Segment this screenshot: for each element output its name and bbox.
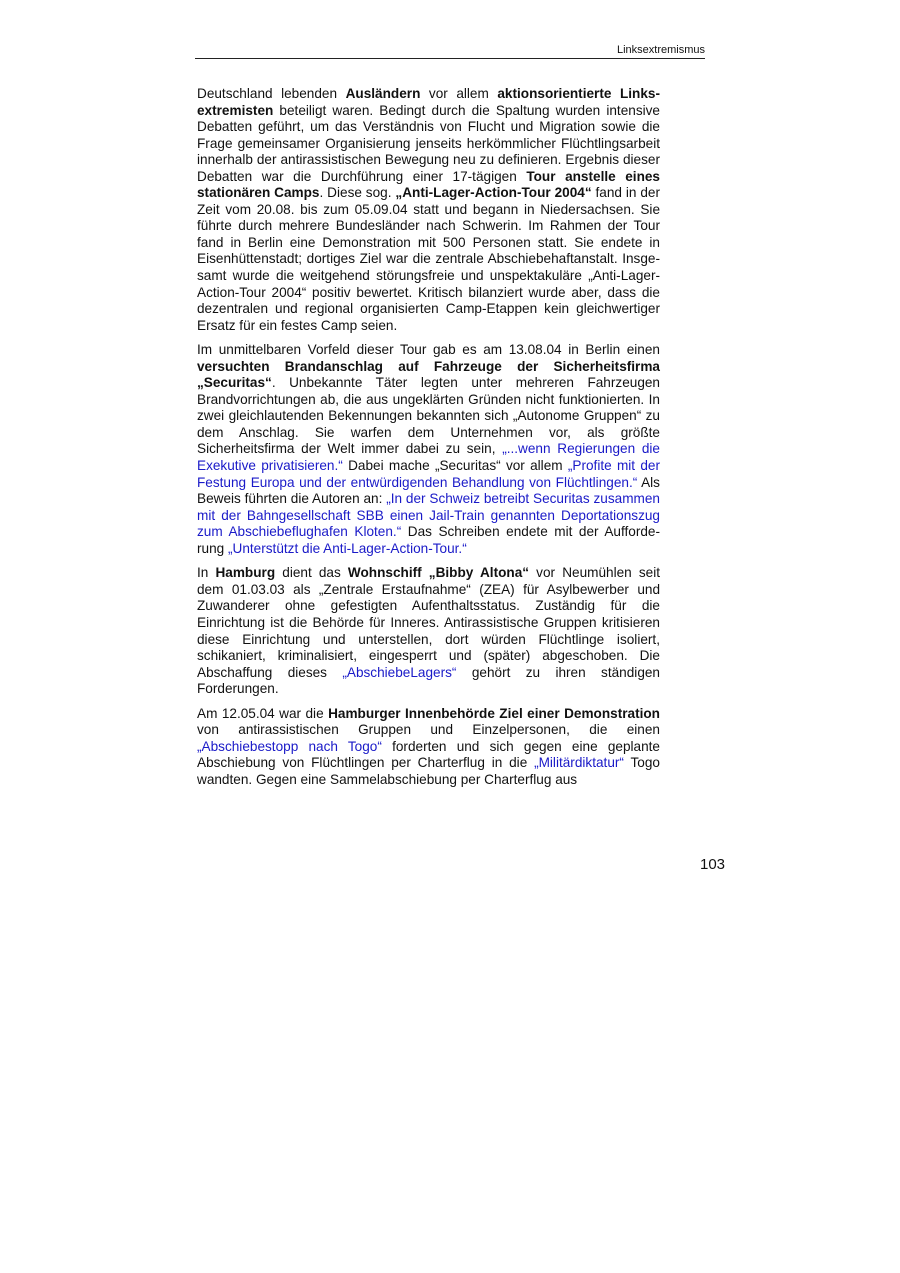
text-span: von antirassistischen Gruppen und Einzelpersonen, die einen (197, 722, 660, 738)
bold-span: Ausländern (345, 86, 421, 101)
text-span: Deutschland lebenden (197, 86, 346, 101)
text-span: beteiligt waren. Bedingt durch die Spaltung wurden intensive Debatten geführt, um das Verständnis von Flucht und Migration sowie die Frage gemeinsamer Organisierung jenseits herkömmlicher Flüchtlingsarbeit innerhalb der antirassistischen Bewegung neu zu definieren. Ergebnis dieser Debatten war die Durchführung einer 17-tägigen (197, 102, 660, 184)
quotation: „Unterstützt die Anti-Lager-Action-Tour.“ (227, 540, 467, 556)
text-span: Im unmittelbaren Vorfeld dieser Tour gab es am 13.08.04 in Berlin einen (197, 342, 660, 358)
text-span: forderten und sich gegen eine geplante Abschiebung von Flüchtlingen per Charterflug in die (197, 738, 660, 771)
quotation: „In der Schweiz betreibt Securitas zusammen mit der Bahngesellschaft SBB einen Jail-Train genannten Deportationszug zum Abschiebeflughafen Kloten.“ (197, 491, 660, 540)
text-span: . Diese sog. (319, 185, 396, 201)
paragraph-1 (197, 86, 660, 334)
text-span: fand in der Zeit vom 20.08. bis zum 05.09.04 statt und begann in Niedersachsen. Sie führte durch mehrere Bundesländer nach Schwerin. Im Rahmen der Tour fand in Berlin eine Demonstration mit 500 Personen statt. Sie endete in Eisenhüttenstadt; dortiges Ziel war die zentrale Abschiebehaftanstalt. Insgesamt wurde die weitgehend störungsfreie und unspektakuläre „Anti-Lager-Action-Tour 2004“ positiv bewertet. Kritisch bilanziert wurde aber, dass die dezentralen und regional organisierten Camp-Etappen kein gleichwertiger Ersatz für ein festes Camp seien. (197, 185, 660, 333)
text-span: . Unbekannte Täter legten unter mehreren Fahrzeugen Brandvorrichtungen ab, die aus ungeklärten Gründen nicht funktionierten. In zwei gleichlautenden Bekennungen bekannten sich „Autonome Gruppen“ zu dem Anschlag. Sie warfen dem Unternehmen vor, als größte Sicherheitsfirma der Welt immer dabei zu sein, (197, 375, 660, 457)
quotation: „AbschiebeLagers“ (342, 664, 457, 680)
bold-span: „Anti-Lager-Action-Tour 2004“ (395, 185, 592, 201)
text-span: Das Schreiben endete mit der Aufforderung (197, 524, 660, 556)
text-span: In (197, 565, 216, 581)
bold-span: versuchten Brandanschlag auf Fahrzeuge der Sicherheitsfirma „Securitas“ (197, 358, 660, 391)
bold-span: Tour anstelle eines stationären Camps (197, 168, 660, 201)
main-text (197, 86, 660, 796)
bold-span: Hamburger Innenbehörde Ziel einer Demonstration (328, 705, 660, 721)
bold-span: Wohnschiff „Bibby Altona“ (347, 565, 530, 581)
paragraph-4 (197, 706, 660, 789)
quotation: „...wenn Regierungen die Exekutive privatisieren.“ (197, 441, 660, 474)
quotation: „Profite mit der Festung Europa und der entwürdigenden Behandlung von Flüchtlingen.“ (197, 458, 660, 490)
quotation: „Militärdiktatur“ (534, 755, 624, 771)
bold-span: Hamburg (215, 565, 276, 581)
text-span: Togo wandten. Gegen eine Sammelabschiebung per Charterflug aus (197, 755, 660, 787)
paragraph-3 (197, 565, 660, 697)
page-number: 103 (700, 856, 726, 873)
text-span: Als Beweis führten die Autoren an: (197, 474, 660, 507)
text-span: vor Neumühlen seit dem 01.03.03 als „Zentrale Erstaufnahme“ (ZEA) für Asylbewerber und Zuwanderer ohne gefestigten Aufenthaltsstatus. Zuständig für die Einrichtung ist die Behörde für Inneres. Antirassistische Gruppen kritisieren diese Einrichtung und unterstellen, dort würden Flüchtlinge isoliert, schikaniert, kriminalisiert, eingesperrt und (später) abgeschoben. Die Abschaffung dieses (197, 565, 660, 680)
text-span: Dabei mache „Securitas“ vor allem (342, 458, 568, 474)
bold-span: aktionsorientierte Linksextremisten (197, 86, 660, 118)
header-rule (195, 58, 705, 59)
text-span: vor allem (420, 86, 498, 101)
text-span: dient das (275, 565, 348, 581)
paragraph-2 (197, 342, 660, 557)
text-span: gehört zu ihren ständigen Forderungen. (197, 664, 660, 697)
running-header: Linksextremismus (616, 44, 705, 56)
quotation: „Abschiebestopp nach Togo“ (197, 738, 382, 754)
text-span: Am 12.05.04 war die (197, 705, 329, 721)
